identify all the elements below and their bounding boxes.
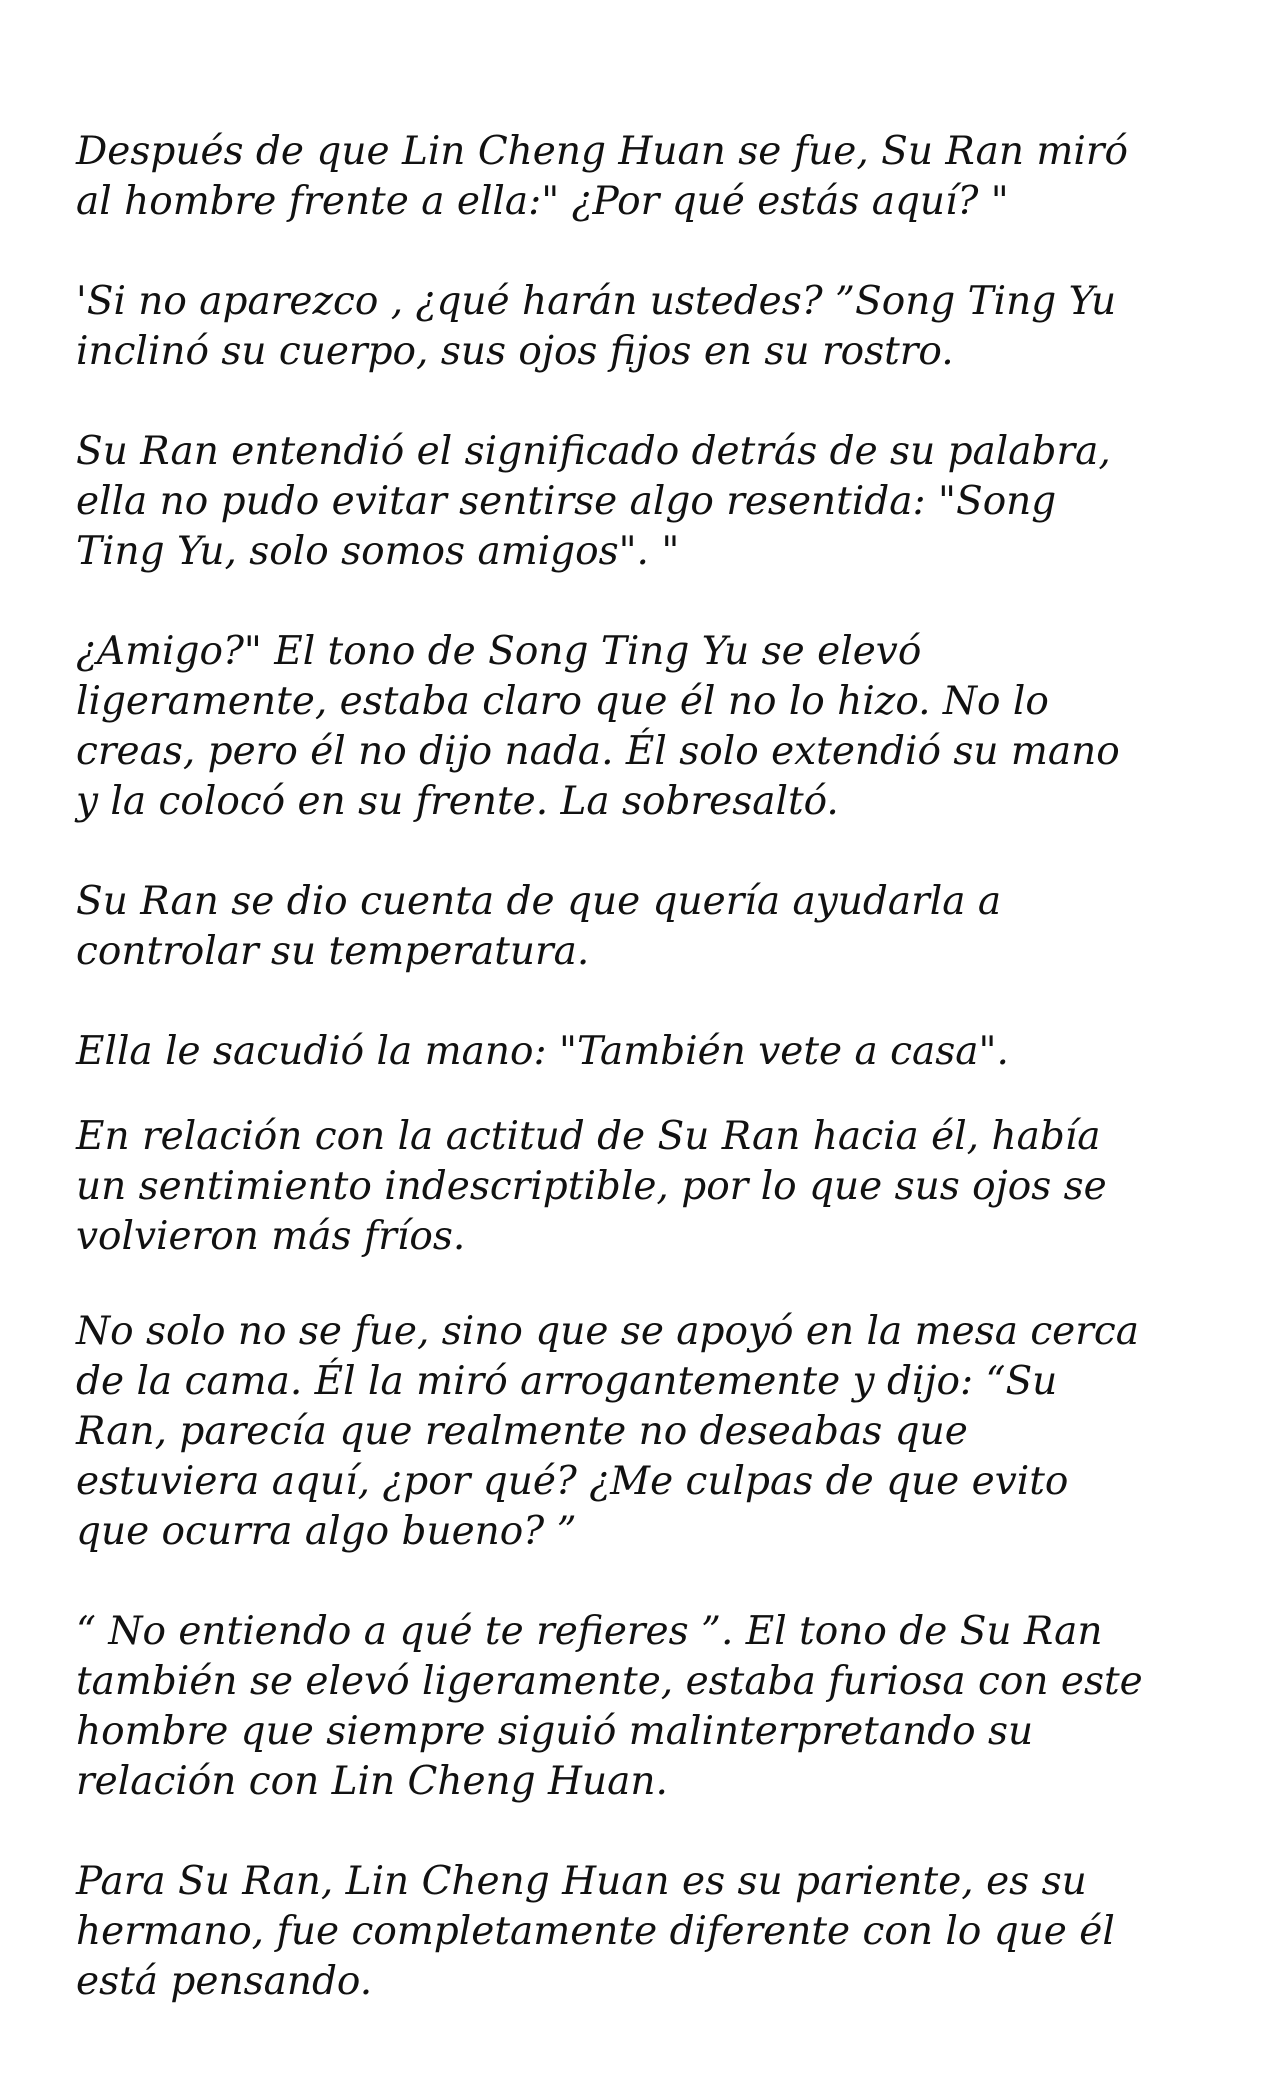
paragraph-5: Su Ran se dio cuenta de que quería ayudarla a controlar su temperatura. [76, 879, 1002, 974]
paragraph-1: Después de que Lin Cheng Huan se fue, Su Ran miró al hombre frente a ella:" ¿Por qué estás aquí? " [76, 129, 1128, 224]
paragraph-2: 'Si no aparezco , ¿qué harán ustedes? ”Song Ting Yu inclinó su cuerpo, sus ojos fijos en su rostro. [76, 279, 1117, 374]
paragraph-9: “ No entiendo a qué te refieres ”. El tono de Su Ran también se elevó ligeramente, estaba furiosa con este hombre que siempre siguió malinterpretando su relación con Lin Cheng Huan. [76, 1609, 1143, 1804]
paragraph-8: No solo no se fue, sino que se apoyó en la mesa cerca de la cama. Él la miró arrogantemente y dijo: “Su Ran, parecía que realmente no deseabas que estuviera aquí, ¿por qué? ¿Me culpas de que evito que ocurra algo bueno? ” [76, 1309, 1139, 1554]
paragraph-4: ¿Amigo?" El tono de Song Ting Yu se elevó ligeramente, estaba claro que él no lo hizo. No lo creas, pero él no dijo nada. Él solo extendió su mano y la colocó en su frente. La sobresaltó. [76, 629, 1120, 824]
paragraph-7: En relación con la actitud de Su Ran hacia él, había un sentimiento indescriptible, por lo que sus ojos se volvieron más fríos. [76, 1114, 1107, 1259]
paragraph-3: Su Ran entendió el significado detrás de su palabra, ella no pudo evitar sentirse algo resentida: "Song Ting Yu, solo somos amigos". " [76, 429, 1111, 574]
paragraph-10: Para Su Ran, Lin Cheng Huan es su pariente, es su hermano, fue completamente diferente con lo que él está pensando. [76, 1859, 1115, 2004]
paragraph-6: Ella le sacudió la mano: "También vete a casa". [76, 1029, 1009, 1074]
